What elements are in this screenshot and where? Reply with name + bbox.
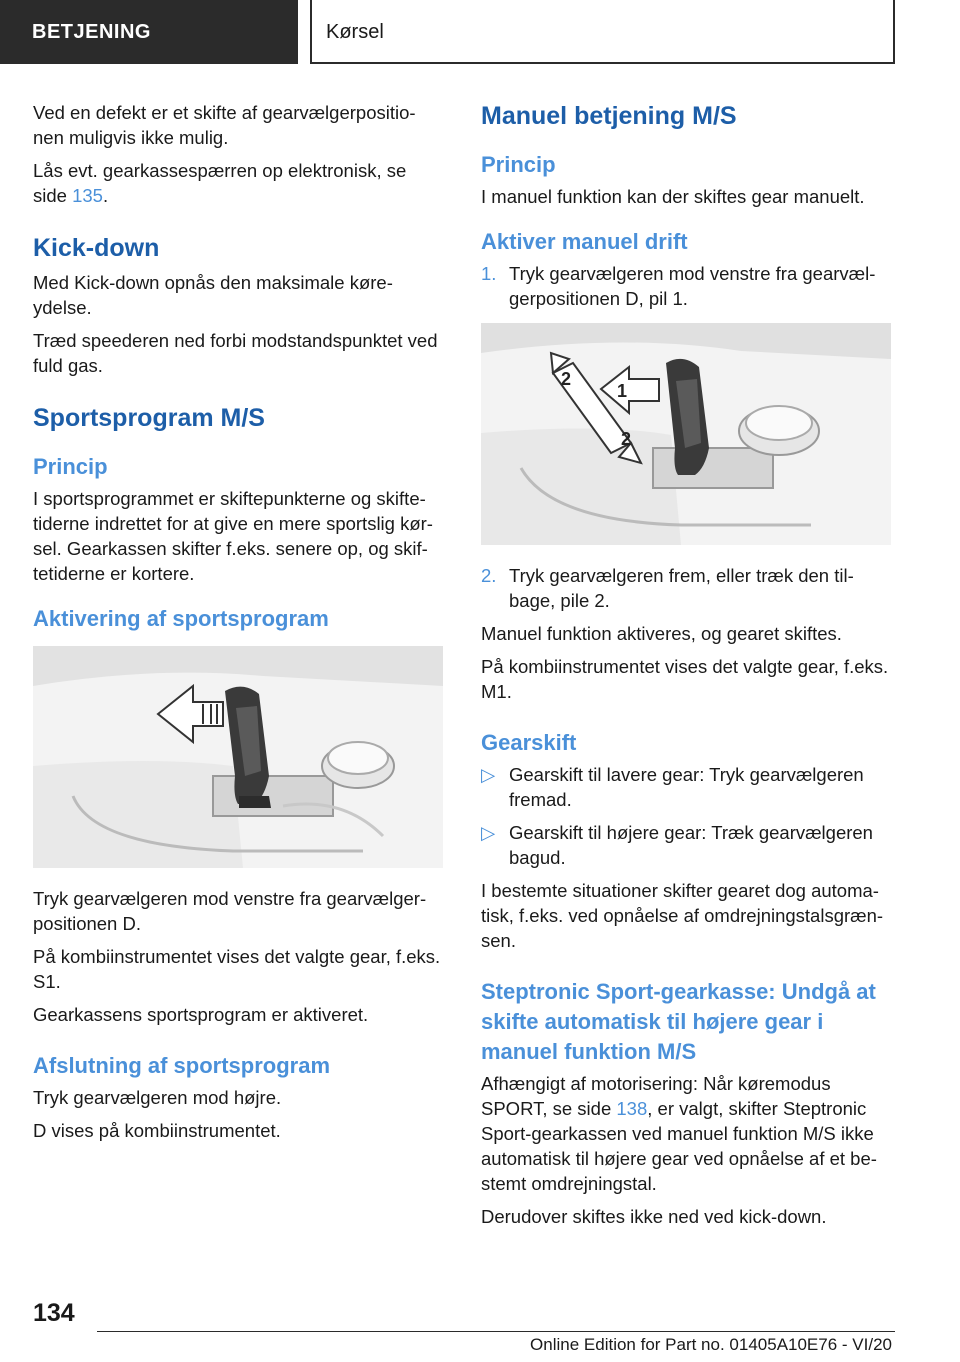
page-number: 134 [33,1299,75,1327]
paragraph [33,158,445,208]
text: , er valgt, skifter Steptronic Sport-gearkassen ved manuel funktion M/S ikke automatisk til højere gear ved opnåelse af et be-stemt omdrejningstal. [481,1098,877,1194]
step-number: 2. [481,565,497,586]
arrow-label: 2 [561,369,572,389]
paragraph: Derudover skiftes ikke ned ved kick-down. [481,1206,827,1227]
bullet-text: Gearskift til højere gear: Træk gearvælgeren bagud. [509,822,873,868]
footer-divider [97,1331,895,1332]
paragraph [481,1071,891,1196]
heading-sportsprogram: Sportsprogram M/S [33,404,265,432]
arrow-label: 2 [621,429,632,449]
paragraph: I sportsprogrammet er skiftepunkterne og skifte-tiderne indrettet for at give en mere sportslig kør-sel. Gearkassen skifter f.eks. senere op, og skif-tetiderne er kortere. [33,488,433,584]
paragraph: Ved en defekt er et skifte af gearvælgerpositio-nen muligvis ikke mulig. [33,102,416,148]
list-item [481,563,891,613]
paragraph: Med Kick-down opnås den maksimale køre-ydelse. [33,272,393,318]
heading-aktivering: Aktivering af sportsprogram [33,606,329,631]
page-reference-link[interactable]: 135 [72,185,103,206]
paragraph: Træd speederen ned forbi modstandspunktet ved fuld gas. [33,330,438,376]
step-text: Tryk gearvælgeren frem, eller træk den til-bage, pile 2. [509,565,854,611]
paragraph: På kombiinstrumentet vises det valgte gear, f.eks. M1. [481,656,889,702]
right-column [481,100,891,1237]
bullet-text: Gearskift til lavere gear: Tryk gearvælgeren fremad. [509,764,864,810]
heading-kick-down: Kick-down [33,234,160,262]
paragraph: Manuel funktion aktiveres, og gearet skiftes. [481,623,842,644]
text: . [102,185,109,206]
heading-manuel-betjening: Manuel betjening M/S [481,102,737,130]
gear-selector-left-arrow-image [33,646,443,868]
list-item [481,820,891,870]
subsection-tab: Kørsel [310,0,895,64]
arrow-label: 1 [617,381,628,401]
list-item [481,762,891,812]
paragraph: Gearkassens sportsprogram er aktiveret. [33,1004,369,1025]
triangle-bullet-icon: ▷ [481,764,496,785]
gear-selector-illustration [481,323,891,545]
heading-aktiver-manuel: Aktiver manuel drift [481,229,688,254]
paragraph: I bestemte situationer skifter gearet dog automa-tisk, f.eks. ved opnåelse af omdrejningstalsgræn-sen. [481,880,884,951]
triangle-bullet-icon: ▷ [481,822,496,843]
text: Lås evt. gearkassespærren op elektronisk, se side [33,160,407,206]
step-text: Tryk gearvælgeren mod venstre fra gearvæl-gerpositionen D, pil 1. [509,263,876,309]
heading-gearskift: Gearskift [481,730,577,755]
list-item [481,261,891,311]
step-number: 1. [481,263,497,284]
heading-steptronic: Steptronic Sport-gearkasse: Undgå at skifte automatisk til højere gear i manuel funktion M/S [481,979,876,1064]
left-column [33,100,445,1151]
paragraph: På kombiinstrumentet vises det valgte gear, f.eks. S1. [33,946,441,992]
gear-selector-manual-arrows-image [481,323,891,545]
page-reference-link[interactable]: 138 [616,1098,648,1119]
text: Afhængigt af motorisering: Når køremodus SPORT, se side [481,1073,831,1119]
paragraph: D vises på kombiinstrumentet. [33,1120,281,1141]
section-tab: BETJENING [0,0,298,64]
heading-afslutning: Afslutning af sportsprogram [33,1053,331,1078]
edition-text: Online Edition for Part no. 01405A10E76 - VI/20 [530,1335,892,1354]
paragraph: Tryk gearvælgeren mod venstre fra gearvælger-positionen D. [33,888,427,934]
paragraph: Tryk gearvælgeren mod højre. [33,1087,282,1108]
heading-princip: Princip [481,152,556,177]
paragraph: I manuel funktion kan der skiftes gear manuelt. [481,186,865,207]
heading-princip: Princip [33,454,108,479]
gear-selector-illustration [33,646,443,868]
